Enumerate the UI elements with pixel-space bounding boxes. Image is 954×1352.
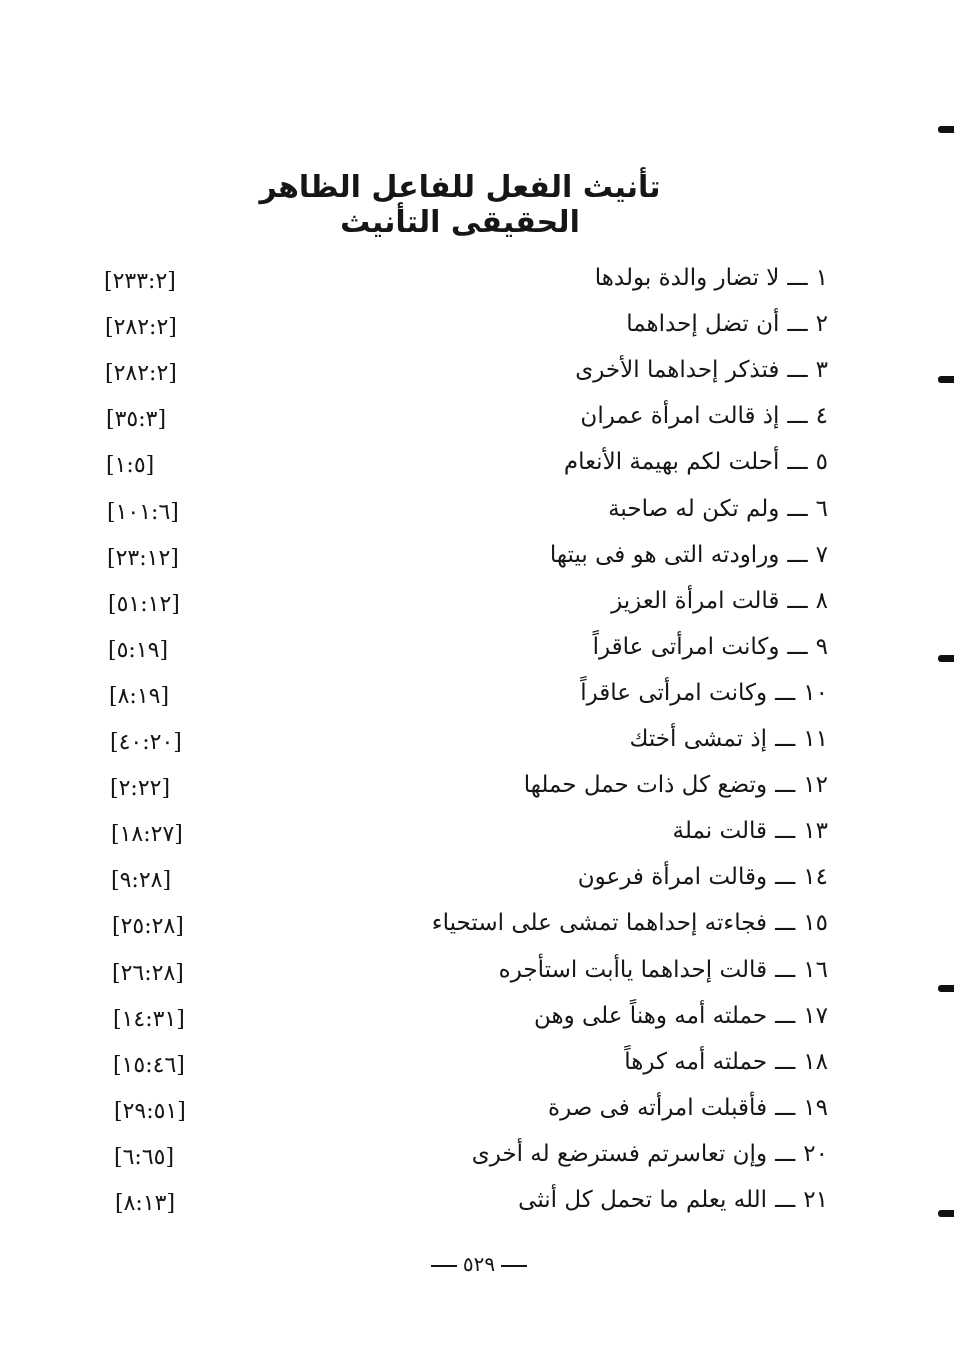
entry-number: ١٤ [803, 864, 828, 890]
verse-reference: [٢٨٢:٢] [105, 361, 177, 386]
verse-text: ولم تكن له صاحبة [608, 496, 780, 522]
verse-text: فجاءته إحداهما تمشى على استحياء [431, 910, 768, 936]
verse-entry [0, 1134, 954, 1180]
verse-entry [0, 903, 954, 949]
entry-number: ٢١ [803, 1187, 828, 1213]
verse-text: وقالت امرأة فرعون [577, 864, 768, 890]
verse-line [499, 950, 828, 990]
entry-dash: ـــ [787, 542, 808, 568]
scan-edge-mark [938, 655, 954, 662]
entry-number: ٤ [815, 403, 828, 429]
entry-number: ٧ [815, 542, 828, 568]
verse-reference: [٢٩:٥١] [114, 1099, 186, 1124]
verse-reference: [٩:٢٨] [111, 868, 172, 893]
verse-text: قالت امرأة العزيز [611, 588, 780, 614]
verse-line [550, 535, 828, 575]
verse-text: إذ قالت امرأة عمران [580, 403, 780, 429]
verse-reference: [١٨:٢٧] [111, 822, 183, 847]
verse-entry [0, 489, 954, 535]
scan-edge-mark [938, 376, 954, 383]
entry-dash: ـــ [775, 1049, 796, 1075]
verse-reference: [١٤:٣١] [113, 1007, 185, 1032]
verse-entry [0, 996, 954, 1042]
verse-entry [0, 857, 954, 903]
verse-text: لا تضار والدة بولدها [594, 265, 780, 291]
verse-line [432, 903, 828, 943]
footer-rule-right [501, 1265, 527, 1267]
verse-reference: [٣٥:٣] [106, 407, 167, 432]
verse-line [673, 811, 829, 851]
entry-number: ١٠ [803, 680, 828, 706]
verse-reference: [٤٠:٢٠] [110, 730, 182, 755]
verse-entry [0, 950, 954, 996]
verse-entry [0, 811, 954, 857]
entry-number: ٦ [815, 496, 828, 522]
entry-number: ١٩ [803, 1095, 828, 1121]
verse-entry [0, 719, 954, 765]
entry-dash: ـــ [787, 357, 808, 383]
verse-reference: [٨:١٣] [115, 1191, 176, 1216]
verse-entry [0, 350, 954, 396]
verse-reference: [٢٦:٢٨] [112, 961, 184, 986]
entry-dash: ـــ [775, 1187, 796, 1213]
verse-reference: [٢٣:١٢] [107, 546, 179, 571]
scan-edge-mark [938, 985, 954, 992]
verse-text: وكانت امرأتى عاقراً [592, 634, 780, 660]
verse-text: أن تضل إحداهما [626, 311, 780, 337]
entry-dash: ـــ [787, 449, 808, 475]
verse-entry [0, 304, 954, 350]
scan-edge-mark [938, 126, 954, 133]
verse-line [580, 673, 828, 713]
entry-dash: ـــ [787, 265, 808, 291]
page-footer [414, 1252, 544, 1276]
verse-text: فأقبلت امرأته فى صرة [548, 1095, 768, 1121]
entry-number: ٩ [815, 634, 828, 660]
verse-entry [0, 765, 954, 811]
verse-line [564, 442, 828, 482]
verse-reference: [٢:٢٢] [110, 776, 171, 801]
entry-dash: ـــ [775, 818, 796, 844]
entry-number: ٢ [815, 311, 828, 337]
verse-line [593, 627, 828, 667]
entry-number: ١٨ [803, 1049, 828, 1075]
verse-reference: [١:٥] [106, 453, 155, 478]
verse-reference: [٢٣٣:٢] [104, 269, 176, 294]
entry-dash: ـــ [775, 1095, 796, 1121]
entry-dash: ـــ [775, 864, 796, 890]
entry-number: ١٢ [803, 772, 828, 798]
verse-line [595, 258, 828, 298]
entry-number: ١ [815, 265, 828, 291]
entry-number: ٣ [815, 357, 828, 383]
verse-reference: [١٥:٤٦] [113, 1053, 185, 1078]
entry-number: ١٥ [803, 910, 828, 936]
entry-number: ٥ [815, 449, 828, 475]
verse-line [524, 765, 828, 805]
verse-entry [0, 1042, 954, 1088]
verse-entry [0, 396, 954, 442]
entry-dash: ـــ [775, 1141, 796, 1167]
verse-entry [0, 673, 954, 719]
verse-text: الله يعلم ما تحمل كل أنثى [518, 1187, 768, 1213]
verse-text: قالت إحداهما ياأبت استأجره [498, 957, 768, 983]
entry-dash: ـــ [775, 726, 796, 752]
verse-text: حملته أمه كرهاً [624, 1049, 768, 1075]
verse-text: وإن تعاسرتم فسترضع له أخرى [471, 1141, 768, 1167]
verse-line [534, 996, 828, 1036]
verse-entry [0, 258, 954, 304]
entry-number: ٨ [815, 588, 828, 614]
verse-line [580, 396, 828, 436]
verse-line [629, 719, 828, 759]
verse-line [578, 857, 828, 897]
entry-dash: ـــ [787, 496, 808, 522]
entry-number: ١٧ [803, 1003, 828, 1029]
entry-dash: ـــ [775, 772, 796, 798]
verse-text: قالت نملة [672, 818, 768, 844]
scan-edge-mark [938, 1210, 954, 1217]
verse-reference: [٢٥:٢٨] [112, 914, 184, 939]
verse-text: أحلت لكم بهيمة الأنعام [563, 449, 780, 475]
verse-line [575, 350, 828, 390]
verse-entry [0, 535, 954, 581]
entry-dash: ـــ [787, 588, 808, 614]
entry-number: ١٦ [803, 957, 828, 983]
verse-reference: [٥:١٩] [108, 638, 169, 663]
verse-text: وراودته التى هو فى بيتها [549, 542, 780, 568]
entry-dash: ـــ [775, 957, 796, 983]
entry-number: ١١ [803, 726, 828, 752]
verse-reference: [٢٨٢:٢] [105, 315, 177, 340]
verse-entry [0, 1088, 954, 1134]
verse-entry [0, 1180, 954, 1226]
verse-text: وكانت امرأتى عاقراً [580, 680, 768, 706]
verse-entry [0, 442, 954, 488]
verse-line [626, 304, 828, 344]
footer-rule-left [431, 1265, 457, 1267]
verse-line [472, 1134, 828, 1174]
verse-line [608, 489, 828, 529]
entry-number: ١٣ [803, 818, 828, 844]
verse-text: فتذكر إحداهما الأخرى [575, 357, 780, 383]
verse-entry [0, 627, 954, 673]
verse-reference: [٥١:١٢] [108, 592, 180, 617]
verse-line [518, 1180, 828, 1220]
verse-line [611, 581, 828, 621]
page-number: ٥٢٩ [462, 1252, 496, 1276]
page-title: تأنيث الفعل للفاعل الظاهر الحقيقى التأنيث [259, 170, 661, 240]
verse-entry [0, 581, 954, 627]
verse-text: حملته أمه وهناً على وهن [533, 1003, 768, 1029]
verse-reference: [١٠١:٦] [107, 500, 179, 525]
verse-reference: [٦:٦٥] [114, 1145, 175, 1170]
verse-reference: [٨:١٩] [109, 684, 170, 709]
entry-number: ٢٠ [803, 1141, 828, 1167]
verse-text: وتضع كل ذات حمل حملها [523, 772, 768, 798]
verse-line [548, 1088, 828, 1128]
entry-dash: ـــ [787, 403, 808, 429]
entry-dash: ـــ [787, 311, 808, 337]
entry-dash: ـــ [775, 1003, 796, 1029]
entry-dash: ـــ [775, 680, 796, 706]
entry-dash: ـــ [775, 910, 796, 936]
entry-dash: ـــ [787, 634, 808, 660]
verse-text: إذ تمشى أختك [629, 726, 768, 752]
verse-line [624, 1042, 828, 1082]
